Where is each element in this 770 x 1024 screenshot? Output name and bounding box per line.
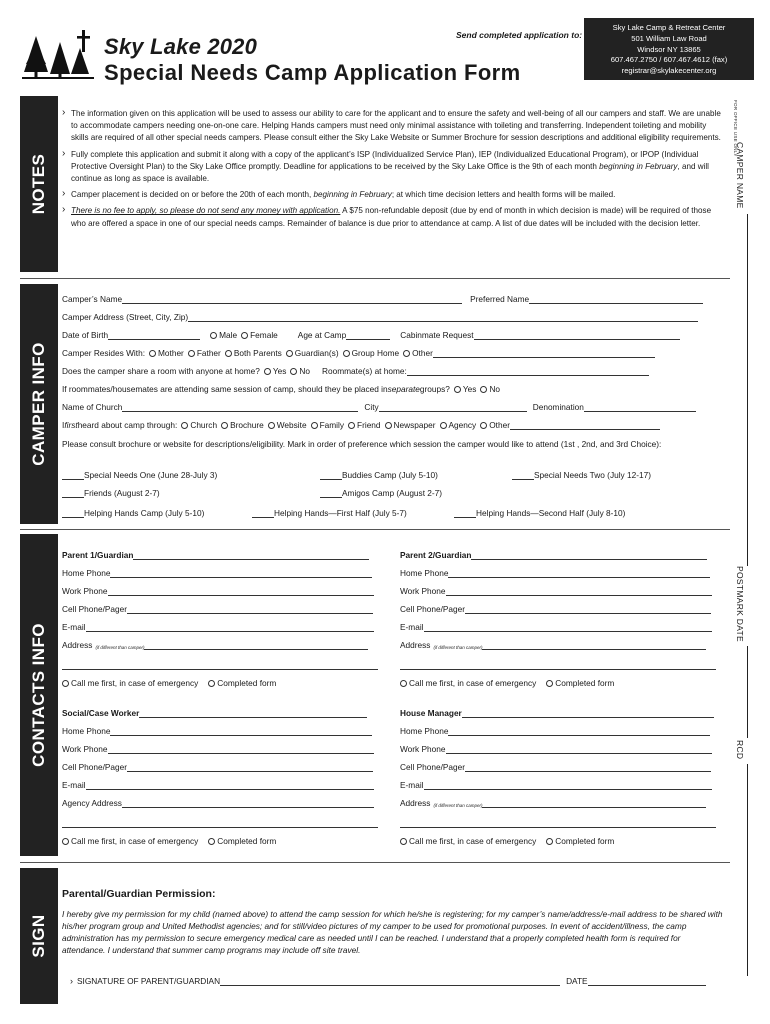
- email-label: E-mail: [62, 780, 86, 790]
- contacts-info-section-label: CONTACTS INFO: [29, 623, 48, 767]
- heard-church-radio[interactable]: [181, 422, 188, 429]
- share-room-label: Does the camper share a room with anyone at home?: [62, 366, 260, 376]
- heard-church-label: Church: [190, 420, 218, 430]
- address-line: Windsor NY 13865: [637, 44, 701, 54]
- denomination-label: Denomination: [532, 402, 584, 412]
- address-line: 607.467.2750 / 607.467.4612 (fax): [610, 55, 728, 65]
- work-phone-label: Work Phone: [400, 586, 446, 596]
- email-label: E-mail: [400, 780, 424, 790]
- social-worker-field[interactable]: [139, 708, 367, 718]
- notes-section-label: NOTES: [29, 153, 48, 215]
- preferred-name-field[interactable]: [529, 294, 703, 304]
- office-line: [747, 646, 748, 738]
- father-radio[interactable]: [188, 350, 195, 357]
- permission-heading: Parental/Guardian Permission:: [62, 888, 216, 900]
- session-rank-field[interactable]: [62, 508, 84, 518]
- call-first-radio[interactable]: [62, 680, 69, 687]
- heard-about-row: [62, 418, 660, 430]
- session-instructions: Please consult brochure or website for descriptions/eligibility. Mark in order of preference which session the camper would like to attend (1st , 2nd, and 3rd Choice):: [62, 439, 662, 449]
- office-use-tag: FOR OFFICE USE ONLY: [733, 100, 738, 157]
- parent1-cell-field[interactable]: [127, 604, 373, 614]
- parent1-email-field[interactable]: [86, 622, 374, 632]
- contacts-info-section-bar: [20, 534, 58, 856]
- session-option: Special Needs Two (July 12-17): [534, 470, 651, 480]
- note-text: ; at which time decision letters and health forms will be mailed.: [391, 190, 616, 200]
- call-first-label: Call me first, in case of emergency: [71, 678, 199, 688]
- home-phone-label: Home Phone: [62, 726, 111, 736]
- share-yes-radio[interactable]: [264, 368, 271, 375]
- if-different-note: (if different than camper): [433, 645, 483, 650]
- parent2-options-row: [400, 676, 614, 688]
- guardians-radio[interactable]: [286, 350, 293, 357]
- house-options-row: [400, 834, 614, 846]
- note-item: [62, 108, 726, 145]
- call-first-label: Call me first, in case of emergency: [409, 836, 537, 846]
- completed-form-label: Completed form: [217, 836, 277, 846]
- parent1-address-line2[interactable]: [62, 660, 378, 670]
- address-line: 501 William Law Road: [631, 33, 707, 43]
- cell-phone-label: Cell Phone/Pager: [62, 762, 128, 772]
- parent2-cell-field[interactable]: [465, 604, 711, 614]
- sign-section-label: SIGN: [29, 914, 48, 958]
- mother-label: Mother: [158, 348, 184, 358]
- section-divider: [20, 862, 730, 863]
- note-text: Fully complete this application and submit it along with a copy of the applicant’s ISP (Individualized Service Plan), IEP (Individualized Educational Program), or IPOP (Individual Protective Oversight Plan) to the Sky Lake Office promptly. Deadline for applications to be received by the Sky Lake Office is the 9th of each month: [71, 149, 699, 171]
- heard-friend-label: Friend: [357, 420, 381, 430]
- session-rank-field[interactable]: [454, 508, 476, 518]
- yes-label: Yes: [462, 384, 477, 394]
- separate-question-end: groups?: [419, 384, 450, 394]
- heard-newspaper-radio[interactable]: [385, 422, 392, 429]
- male-radio[interactable]: [210, 332, 217, 339]
- age-field[interactable]: [346, 330, 390, 340]
- separate-question: If roommates/housemates are attending same session of camp, should they be placed in: [62, 384, 388, 394]
- mother-radio[interactable]: [149, 350, 156, 357]
- session-rank-field[interactable]: [252, 508, 274, 518]
- office-line: [747, 214, 748, 566]
- note-emphasis: beginning in February: [313, 190, 392, 200]
- female-radio[interactable]: [241, 332, 248, 339]
- mailing-address-box: [584, 18, 754, 80]
- church-row: [62, 400, 696, 412]
- separate-groups-row: [62, 382, 500, 394]
- if-different-note: (if different than camper): [433, 803, 483, 808]
- cell-phone-label: Cell Phone/Pager: [62, 604, 128, 614]
- session-rank-field[interactable]: [62, 488, 84, 498]
- arrow-icon: ›: [70, 976, 73, 986]
- no-label: No: [489, 384, 501, 394]
- cabinmate-field[interactable]: [474, 330, 680, 340]
- note-text: The information given on this application will be used to assess our ability to care for the applicant and to ensure the safety and well-being of all our campers and staff. We are unable to accommodate campers needing one-on-one care. Helping Hands campers must need only minimal assistance with toileting and transferring. Independent toileting and mobility skills are required of all other special needs campers. Please consult either the Sky Lake Website or Summer Brochure for session descriptions and additional eligibility requirements.: [71, 109, 721, 143]
- guardians-label: Guardian(s): [294, 348, 339, 358]
- parent2-address-row2: [400, 658, 716, 670]
- session-rank-field[interactable]: [512, 470, 534, 480]
- church-field[interactable]: [122, 402, 358, 412]
- group-home-radio[interactable]: [343, 350, 350, 357]
- call-first-label: Call me first, in case of emergency: [409, 678, 537, 688]
- age-label: Age at Camp: [297, 330, 347, 340]
- completed-form-radio[interactable]: [208, 680, 215, 687]
- social-worker-label: Social/Case Worker: [62, 708, 140, 718]
- address-label: Address: [400, 798, 431, 808]
- session-option: Helping Hands—Second Half (July 8-10): [476, 508, 626, 518]
- share-room-row: [62, 364, 649, 376]
- church-label: Name of Church: [62, 402, 123, 412]
- notes-list: [62, 108, 726, 234]
- address-label: Address: [400, 640, 431, 650]
- house-email-field[interactable]: [424, 780, 712, 790]
- social-options-row: [62, 834, 276, 846]
- preferred-name-label: Preferred Name: [470, 294, 530, 304]
- social-work-phone-field[interactable]: [108, 744, 374, 754]
- resides-row: [62, 346, 655, 358]
- house-cell-row: [400, 760, 711, 772]
- completed-form-label: Completed form: [217, 678, 277, 688]
- social-work-row: [62, 742, 374, 754]
- session-option: Helping Hands Camp (July 5-10): [84, 508, 205, 518]
- work-phone-label: Work Phone: [400, 744, 446, 754]
- heard-label: I: [62, 420, 65, 430]
- notes-section-bar: [20, 96, 58, 272]
- cabinmate-label: Cabinmate Request: [400, 330, 474, 340]
- agency-address-label: Agency Address: [62, 798, 122, 808]
- house-address-row: [400, 796, 706, 808]
- parent2-home-row: [400, 566, 710, 578]
- session-choice-row: [62, 468, 651, 480]
- camper-info-section-bar: [20, 284, 58, 524]
- note-text: A $75 non-refundable deposit (due by end of month in which decision is made) will be required of those who are offered a space in one of our special needs camps. Remainder of balance is due prior to attendance at camp. A list of due dates will be included with the decision letter.: [71, 206, 712, 228]
- camper-name-label: Camper’s Name: [62, 294, 123, 304]
- camp-year-title: Sky Lake 2020: [104, 34, 258, 59]
- heard-other-label: Other: [489, 420, 510, 430]
- note-fee-warning: There is no fee to apply, so please do not send any money with application.: [71, 206, 341, 216]
- parent1-field[interactable]: [133, 550, 369, 560]
- parent2-address-row: [400, 638, 706, 650]
- heard-family-label: Family: [319, 420, 345, 430]
- dob-field[interactable]: [108, 330, 200, 340]
- call-first-radio[interactable]: [62, 838, 69, 845]
- session-choice-row: [62, 506, 625, 518]
- social-home-phone-field[interactable]: [110, 726, 372, 736]
- address-label: Address: [62, 640, 93, 650]
- group-home-label: Group Home: [351, 348, 400, 358]
- parent1-address-row2: [62, 658, 378, 670]
- parent2-field[interactable]: [471, 550, 707, 560]
- other-label: Other: [412, 348, 433, 358]
- house-manager-label: House Manager: [400, 708, 462, 718]
- heard-agency-radio[interactable]: [440, 422, 447, 429]
- parent1-options-row: [62, 676, 276, 688]
- parent2-cell-row: [400, 602, 711, 614]
- session-choice-row: [62, 486, 442, 498]
- work-phone-label: Work Phone: [62, 744, 108, 754]
- camper-address-label: Camper Address (Street, City, Zip): [62, 312, 189, 322]
- yes-label: Yes: [272, 366, 287, 376]
- form-title: Special Needs Camp Application Form: [104, 60, 521, 85]
- house-home-row: [400, 724, 710, 736]
- both-parents-label: Both Parents: [233, 348, 282, 358]
- parent2-label: Parent 2/Guardian: [400, 550, 472, 560]
- share-no-radio[interactable]: [290, 368, 297, 375]
- heard-friend-radio[interactable]: [348, 422, 355, 429]
- note-item: [62, 149, 726, 186]
- parent1-work-phone-field[interactable]: [108, 586, 374, 596]
- dob-row: [62, 328, 680, 340]
- male-label: Male: [219, 330, 238, 340]
- house-address-field[interactable]: [482, 798, 706, 808]
- parent1-work-row: [62, 584, 374, 596]
- camper-name-field[interactable]: [122, 294, 462, 304]
- signature-label: SIGNATURE OF PARENT/GUARDIAN: [77, 976, 221, 986]
- send-to-label: Send completed application to:: [456, 30, 583, 40]
- heard-website-label: Website: [276, 420, 307, 430]
- call-first-radio[interactable]: [400, 838, 407, 845]
- roommates-field[interactable]: [407, 366, 649, 376]
- parent2-email-field[interactable]: [424, 622, 712, 632]
- house-address-line2[interactable]: [400, 818, 716, 828]
- postmark-date-label: POSTMARK DATE: [735, 566, 745, 643]
- cell-phone-label: Cell Phone/Pager: [400, 762, 466, 772]
- camper-address-field[interactable]: [188, 312, 698, 322]
- call-first-label: Call me first, in case of emergency: [71, 836, 199, 846]
- work-phone-label: Work Phone: [62, 586, 108, 596]
- section-divider: [20, 529, 730, 530]
- completed-form-radio[interactable]: [546, 680, 553, 687]
- office-line: [747, 764, 748, 976]
- house-manager-field[interactable]: [462, 708, 714, 718]
- rcd-label: RCD: [735, 740, 745, 760]
- parent1-cell-row: [62, 602, 373, 614]
- completed-form-radio[interactable]: [546, 838, 553, 845]
- heard-brochure-radio[interactable]: [221, 422, 228, 429]
- social-home-row: [62, 724, 372, 736]
- parent2-row: [400, 548, 707, 560]
- dob-label: Date of Birth: [62, 330, 109, 340]
- sign-section-bar: [20, 868, 58, 1004]
- separate-emphasis: separate: [387, 384, 420, 394]
- session-rank-field[interactable]: [62, 470, 84, 480]
- resides-other-field[interactable]: [433, 348, 655, 358]
- house-manager-row: [400, 706, 714, 718]
- female-label: Female: [250, 330, 278, 340]
- other-radio[interactable]: [403, 350, 410, 357]
- social-cell-field[interactable]: [127, 762, 373, 772]
- date-field[interactable]: [588, 976, 706, 986]
- parent1-address-field[interactable]: [144, 640, 368, 650]
- social-email-row: [62, 778, 374, 790]
- agency-address-line2[interactable]: [62, 818, 378, 828]
- heard-other-field[interactable]: [510, 420, 660, 430]
- parent2-address-line2[interactable]: [400, 660, 716, 670]
- heard-website-radio[interactable]: [268, 422, 275, 429]
- house-work-row: [400, 742, 712, 754]
- completed-form-label: Completed form: [555, 678, 615, 688]
- completed-form-label: Completed form: [555, 836, 615, 846]
- completed-form-radio[interactable]: [208, 838, 215, 845]
- parent1-row: [62, 548, 369, 560]
- note-text: , and will continue as long as space is available.: [71, 161, 709, 184]
- parent1-label: Parent 1/Guardian: [62, 550, 134, 560]
- home-phone-label: Home Phone: [400, 568, 449, 578]
- date-label: DATE: [566, 976, 588, 986]
- camper-address-row: [62, 310, 698, 322]
- heard-label-end: heard about camp through:: [77, 420, 178, 430]
- separate-yes-radio[interactable]: [454, 386, 461, 393]
- parent1-home-phone-field[interactable]: [110, 568, 372, 578]
- email-label: E-mail: [62, 622, 86, 632]
- parent1-email-row: [62, 620, 374, 632]
- resides-label: Camper Resides With:: [62, 348, 145, 358]
- cell-phone-label: Cell Phone/Pager: [400, 604, 466, 614]
- denomination-field[interactable]: [584, 402, 696, 412]
- email-label: E-mail: [400, 622, 424, 632]
- section-divider: [20, 278, 730, 279]
- parent1-address-row: [62, 638, 368, 650]
- house-cell-field[interactable]: [465, 762, 711, 772]
- session-option: Helping Hands—First Half (July 5-7): [274, 508, 407, 518]
- session-rank-field[interactable]: [320, 470, 342, 480]
- home-phone-label: Home Phone: [62, 568, 111, 578]
- note-text: Camper placement is decided on or before the 20th of each month,: [71, 190, 314, 200]
- camper-info-section-label: CAMPER INFO: [29, 342, 48, 466]
- city-field[interactable]: [379, 402, 527, 412]
- call-first-radio[interactable]: [400, 680, 407, 687]
- session-option: Amigos Camp (August 2-7): [342, 488, 443, 498]
- parent1-home-row: [62, 566, 372, 578]
- permission-text: I hereby give my permission for my child (named above) to attend the camp session for which he/she is registering; for my camper’s name/address/e-mail address to be shared with his/her program group and United Methodist agencies; and for still/video pictures of my camper to be used for promotional purposes. In event of accident/illness, the camp administration has my permission to secure emergency medical care as needed until I can be reached. I understand that a properly completed health form is required for attendance. I understand that summer camp programs may include off site travel.: [62, 909, 723, 955]
- house-address-row2: [400, 816, 716, 828]
- agency-address-field[interactable]: [122, 798, 374, 808]
- agency-address-row2: [62, 816, 378, 828]
- roommates-label: Roommate(s) at home:: [322, 366, 407, 376]
- note-emphasis: beginning in February: [599, 161, 678, 171]
- house-email-row: [400, 778, 712, 790]
- heard-other-radio[interactable]: [480, 422, 487, 429]
- if-different-note: (if different than camper): [95, 645, 145, 650]
- office-use-column: [733, 98, 763, 978]
- city-label: City: [364, 402, 379, 412]
- heard-brochure-label: Brochure: [230, 420, 264, 430]
- pine-trees-cross-logo: [22, 28, 94, 80]
- signature-row: [70, 974, 706, 986]
- house-work-phone-field[interactable]: [446, 744, 712, 754]
- session-option: Friends (August 2-7): [84, 488, 160, 498]
- parent2-email-row: [400, 620, 712, 632]
- social-cell-row: [62, 760, 373, 772]
- camper-name-label: CAMPER NAME: [735, 142, 745, 209]
- address-line: registrar@skylakecenter.org: [621, 66, 717, 76]
- home-phone-label: Home Phone: [400, 726, 449, 736]
- no-label: No: [299, 366, 311, 376]
- father-label: Father: [196, 348, 221, 358]
- address-line: Sky Lake Camp & Retreat Center: [612, 23, 726, 32]
- session-option: Special Needs One (June 28-July 3): [84, 470, 218, 480]
- signature-field[interactable]: [220, 976, 560, 986]
- separate-no-radio[interactable]: [480, 386, 487, 393]
- heard-agency-label: Agency: [448, 420, 477, 430]
- social-email-field[interactable]: [86, 780, 374, 790]
- house-home-phone-field[interactable]: [448, 726, 710, 736]
- heard-emphasis: first: [64, 420, 78, 430]
- social-worker-row: [62, 706, 367, 718]
- parent2-address-field[interactable]: [482, 640, 706, 650]
- camper-name-row: [62, 292, 703, 304]
- parent2-home-phone-field[interactable]: [448, 568, 710, 578]
- note-item: [62, 205, 726, 229]
- both-parents-radio[interactable]: [225, 350, 232, 357]
- heard-newspaper-label: Newspaper: [393, 420, 436, 430]
- session-rank-field[interactable]: [320, 488, 342, 498]
- parent2-work-row: [400, 584, 712, 596]
- parent2-work-phone-field[interactable]: [446, 586, 712, 596]
- heard-family-radio[interactable]: [311, 422, 318, 429]
- session-option: Buddies Camp (July 5-10): [342, 470, 438, 480]
- agency-address-row: [62, 796, 374, 808]
- note-item: [62, 189, 726, 201]
